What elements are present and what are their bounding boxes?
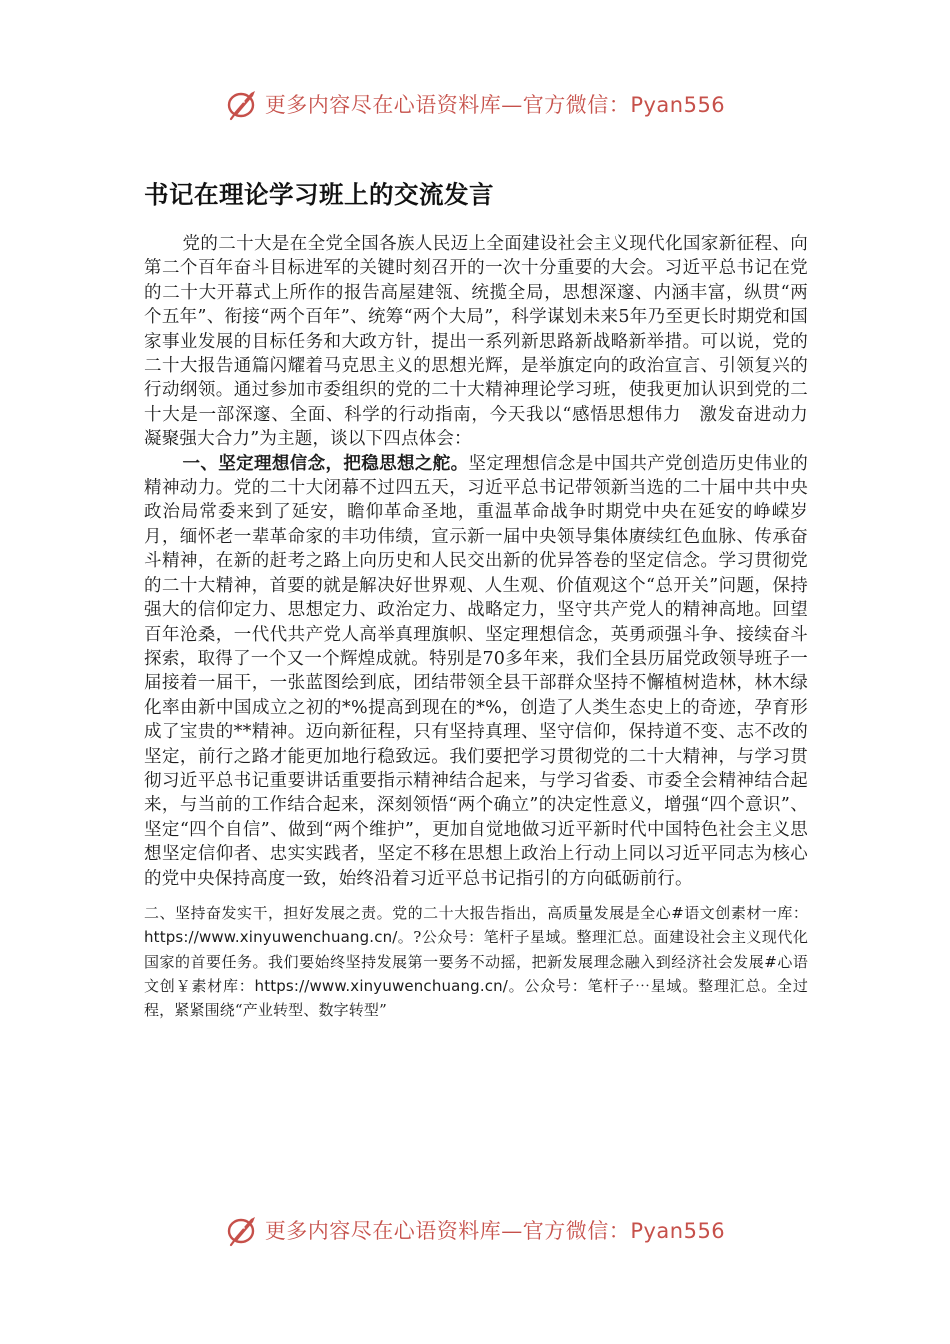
section-1-heading: 一、坚定理想信念，把稳思想之舵。 xyxy=(182,453,469,474)
section-1-text: 坚定理想信念是中国共产党创造历史伟业的精神动力。党的二十大闭幕不过四五天，习近平总书记带领新当选的二十届中共中央政治局常委来到了延安，瞻仰革命圣地，重温革命战争时期党中央在延安的峥嵘岁月，缅怀老一辈革命家的丰功伟绩，宣示新一届中央领导集体赓续红色血脉、传承奋斗精神，在新的赶考之路上向历史和人民交出新的优异答卷的坚定信念。学习贯彻党的二十大精神，首要的就是解决好世界观、人生观、价值观这个“总开关”问题，保持强大的信仰定力、思想定力、政治定力、战略定力，坚守共产党人的精神高地。回望百年沧桑，一代代共产党人高举真理旗帜、坚定理想信念，英勇顽强斗争、接续奋斗探索，取得了一个又一个辉煌成就。特别是70多年来，我们全县历届党政领导班子一届接着一届干，一张蓝图绘到底，团结带领全县干部群众坚持不懈植树造林，林木绿化率由新中国成立之初的*%提高到现在的*%，创造了人类生态史上的奇迹，孕育形成了宝贵的**精神。迈向新征程，只有坚持真理、坚守信仰，保持道不变、志不改的坚定，前行之路才能更加地行稳致远。我们要把学习贯彻党的二十大精神，与学习贯彻习近平总书记重要讲话重要指示精神结合起来，与学习省委、市委全会精神结合起来，与当前的工作结合起来，深刻领悟“两个确立”的决定性意义，增强“四个意识”、坚定“四个自信”、做到“两个维护”，更加自觉地做习近平新时代中国特色社会主义思想坚定信仰者、忠实实践者，坚定不移在思想上政治上行动上同以习近平同志为核心的党中央保持高度一致，始终沿着习近平总书记指引的方向砥砺前行。 xyxy=(144,453,808,889)
quill-pen-logo-icon xyxy=(225,86,261,122)
wechat-handle: Pyan556 xyxy=(630,1219,726,1243)
footer-banner xyxy=(0,1208,950,1252)
document-title: 书记在理论学习班上的交流发言 xyxy=(144,180,494,209)
source-url-1[interactable]: https://www.xinyuwenchuang.cn/ xyxy=(144,928,398,947)
wechat-handle: Pyan556 xyxy=(630,93,726,117)
banner-text: 更多内容尽在心语资料库—官方微信：Pyan556 xyxy=(264,93,726,117)
source-url-2[interactable]: https://www.xinyuwenchuang.cn/ xyxy=(254,976,508,995)
document-body xyxy=(144,232,826,1022)
section-1-paragraph xyxy=(144,452,808,891)
quill-pen-logo-icon xyxy=(225,1212,261,1248)
intro-paragraph: 党的二十大是在全党全国各族人民迈上全面建设社会主义现代化国家新征程、向第二个百年奋斗目标进军的关键时刻召开的一次十分重要的大会。习近平总书记在党的二十大开幕式上所作的报告高屋建瓴、统揽全局，思想深邃、内涵丰富，纵贯“两个五年”、衔接“两个百年”、统筹“两个大局”，科学谋划未来5年乃至更长时期党和国家事业发展的目标任务和大政方针，提出一系列新思路新战略新举措。可以说，党的二十大报告通篇闪耀着马克思主义的思想光辉，是举旗定向的政治宣言、引领复兴的行动纲领。通过参加市委组织的党的二十大精神理论学习班，使我更加认识到党的二十大是一部深邃、全面、科学的行动指南，今天我以“感悟思想伟力 激发奋进动力 凝聚强大合力”为主题，谈以下四点体会： xyxy=(144,234,826,450)
section-2-paragraph: 二、坚持奋发实干，担好发展之责。党的二十大报告指出，高质量发展是全心#语文创素材一库：https://www.xinyuwenchuang.cn/。?公众号：笔杆子星域。整理汇总。面建设社会主义现代化国家的首要任务。我们要始终坚持发展第一要务不动摇，把新发展理念融入到经济社会发展#心语文创￥素材库：https://www.xinyuwenchuang.cn/。公众号：笔杆子⋯星域。整理汇总。全过程，紧紧围绕“产业转型、数字转型” xyxy=(144,903,808,1020)
banner-text: 更多内容尽在心语资料库—官方微信：Pyan556 xyxy=(264,1219,726,1243)
header-banner xyxy=(0,82,950,126)
